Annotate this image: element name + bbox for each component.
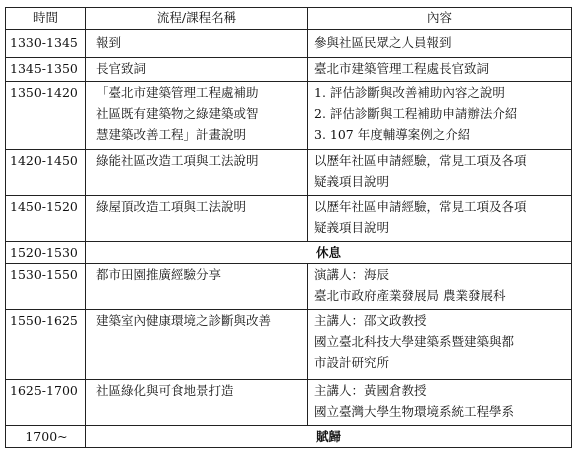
name-cell <box>86 30 308 58</box>
time-cell: 1520-1530 <box>6 242 86 264</box>
content-line: 演講人：海辰 <box>314 267 390 282</box>
header-row <box>6 8 572 30</box>
table-row <box>6 264 572 310</box>
content-line: 主講人：黃國倉教授 <box>314 383 427 398</box>
name-line: 「臺北市建築管理工程處補助 <box>96 85 259 100</box>
time-cell: 1330-1345 <box>6 30 86 58</box>
content-line: 3. 107 年度輔導案例之介紹 <box>314 127 471 142</box>
content-line: 市設計研究所 <box>314 355 390 370</box>
table-row-end <box>6 426 572 448</box>
content-line: 1. 評估診斷與改善補助內容之說明 <box>314 85 505 100</box>
name-line: 綠屋頂改造工項與工法說明 <box>96 199 247 214</box>
table-row-break <box>6 242 572 264</box>
content-line: 參與社區民眾之人員報到 <box>314 35 452 50</box>
name-cell <box>86 58 308 82</box>
content-line: 疑義項目說明 <box>314 174 390 189</box>
time-cell: 1350-1420 <box>6 82 86 150</box>
content-cell <box>308 58 572 82</box>
content-line: 國立臺北科技大學建築系暨建築與都 <box>314 334 515 349</box>
time-cell: 1345-1350 <box>6 58 86 82</box>
table-row <box>6 58 572 82</box>
header-content: 內容 <box>308 8 572 30</box>
time-cell: 1450-1520 <box>6 196 86 242</box>
header-name: 流程/課程名稱 <box>86 8 308 30</box>
table-row <box>6 310 572 380</box>
content-cell <box>308 30 572 58</box>
merged-cell: 休息 <box>86 242 572 264</box>
name-cell <box>86 82 308 150</box>
name-line: 慧建築改善工程」計畫說明 <box>96 127 247 142</box>
schedule-table <box>5 7 572 448</box>
table-row <box>6 380 572 426</box>
content-cell <box>308 82 572 150</box>
time-cell: 1420-1450 <box>6 150 86 196</box>
content-line: 2. 評估診斷與工程補助申請辦法介紹 <box>314 106 518 121</box>
content-line: 疑義項目說明 <box>314 220 390 235</box>
name-line: 綠能社區改造工項與工法說明 <box>96 153 259 168</box>
time-cell: 1550-1625 <box>6 310 86 380</box>
name-cell <box>86 150 308 196</box>
content-line: 臺北市政府產業發展局 農業發展科 <box>314 288 506 303</box>
name-line: 建築室內健康環境之診斷與改善 <box>96 313 272 328</box>
name-cell <box>86 264 308 310</box>
table-row <box>6 82 572 150</box>
content-line: 主講人：邵文政教授 <box>314 313 427 328</box>
name-line: 都市田園推廣經驗分享 <box>96 267 222 282</box>
name-line: 社區既有建築物之綠建築或智 <box>96 106 259 121</box>
content-cell <box>308 264 572 310</box>
time-cell: 1530-1550 <box>6 264 86 310</box>
time-cell: 1700~ <box>6 426 86 448</box>
name-line: 長官致詞 <box>96 61 147 76</box>
name-line: 社區綠化與可食地景打造 <box>96 383 234 398</box>
content-line: 以歷年社區申請經驗，常見工項及各項 <box>314 153 527 168</box>
content-line: 臺北市建築管理工程處長官致詞 <box>314 61 490 76</box>
content-cell <box>308 150 572 196</box>
name-cell <box>86 380 308 426</box>
merged-cell: 賦歸 <box>86 426 572 448</box>
content-cell <box>308 310 572 380</box>
name-cell <box>86 196 308 242</box>
content-line: 以歷年社區申請經驗，常見工項及各項 <box>314 199 527 214</box>
name-cell <box>86 310 308 380</box>
content-line: 國立臺灣大學生物環境系統工程學系 <box>314 404 515 419</box>
content-cell <box>308 380 572 426</box>
name-line: 報到 <box>96 35 122 50</box>
content-cell <box>308 196 572 242</box>
header-time: 時間 <box>6 8 86 30</box>
time-cell: 1625-1700 <box>6 380 86 426</box>
table-row <box>6 196 572 242</box>
table-row <box>6 30 572 58</box>
table-row <box>6 150 572 196</box>
